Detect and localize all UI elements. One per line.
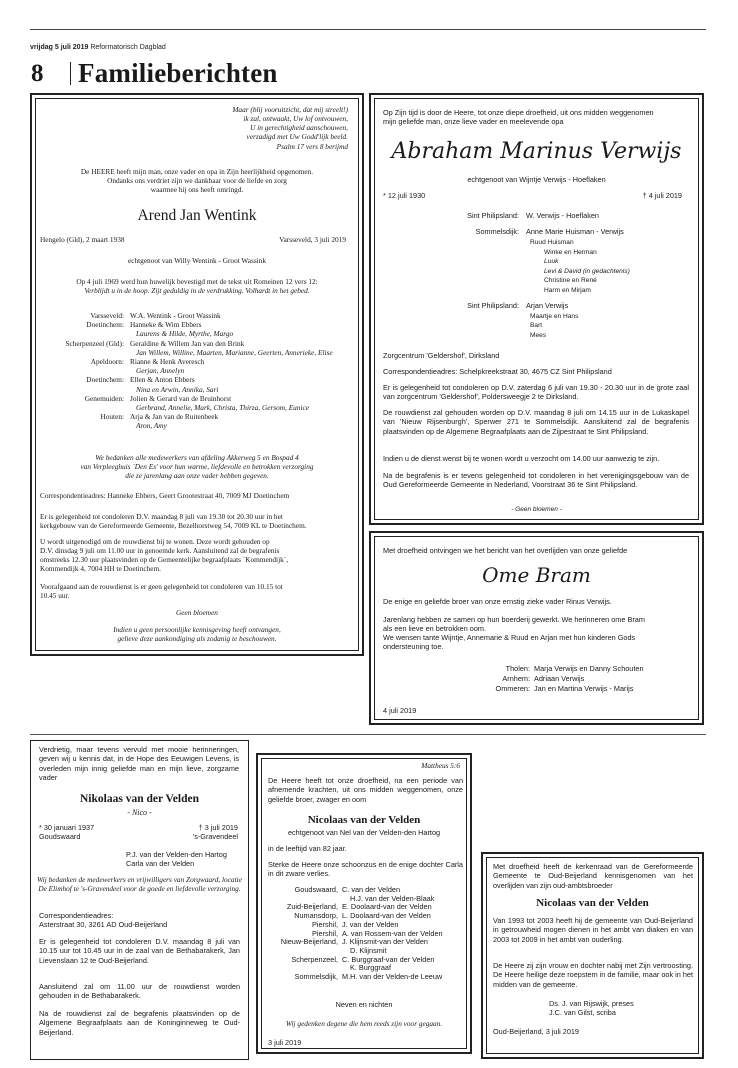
notice-verwijs	[369, 93, 704, 525]
thanks-line-3: die ze jarenlang aan onze vader hebben gegeven.	[125, 471, 269, 480]
invite-line-2: gelieve deze aankondiging als zodanig te beschouwen.	[117, 634, 277, 643]
condolence-line-2: kerkgebouw van de Gereformeerde Gemeente, Bezelhorstweg 54, 7009 KL te Doetinchem.	[40, 521, 307, 530]
family-names: Levi & David (in gedachtenis)	[544, 267, 630, 275]
family-place: Sommelsdijk:	[475, 227, 519, 236]
intro-line-1: De HEERE heeft mijn man, onze vader en opa in Zijn heerlijkheid opgenomen.	[80, 167, 314, 176]
family-place: Scherpenzeel,	[291, 954, 338, 964]
family-names: Marja Verwijs en Danny Schouten	[534, 664, 644, 673]
family-names: Gerjan, Annelyn	[136, 366, 185, 376]
signer-2: J.C. van Gilst, scriba	[549, 1008, 616, 1017]
correspondence: Correspondentieadres: Schelpkreekstraat 30, 4675 CZ Sint Philipsland	[383, 367, 612, 376]
family-place: Doetinchem:	[86, 375, 124, 385]
after-text: Na de rouwdienst zal de begrafenis plaatsvinden op de Algemene Begraafplaats aan de Koninginneweg te Oud-Beijerland.	[39, 1009, 240, 1037]
birth-date: * 30 januari 1937	[39, 823, 95, 832]
family-names: Ellen & Anton Ebbers	[130, 375, 195, 385]
family-names: W.A. Wentink - Groot Wassink	[130, 311, 221, 320]
family-names: J. van der Velden	[342, 919, 399, 929]
spouse-line: echtgenoot van Nel van der Velden-den Hartog	[287, 828, 441, 837]
poem-line-4: verzadigd met Uw Godd'lijk beeld.	[246, 132, 348, 141]
family-names: Christine en René	[544, 277, 597, 285]
family-names: Nina en Arwin, Annika, Sari	[136, 384, 219, 394]
wedding-text: Verblijdt u in de hoop. Zijt geduldig in de verdrukking. Volhardt in het gebed.	[84, 286, 310, 295]
intro: Verdrietig, maar tevens vervuld met mooie herinneringen, geven wij u kennis dat, in de Hope des Eeuwigen Levens, is overleden mijn innig geliefde man en mijn lieve, zorgzame vader	[39, 745, 239, 782]
family-names: H.J. van der Velden-Blaak	[350, 893, 435, 903]
care-home: Zorgcentrum 'Geldershof', Dirksland	[383, 351, 500, 360]
family-names: Hanneke & Wim Ebbers	[130, 320, 202, 330]
intro-line-2: Ondanks ons verdriet zijn we dankbaar voor de liefde en zorg	[107, 176, 287, 185]
correspondence: Asterstraat 30, 3261 AD Oud-Beijerland	[39, 920, 168, 929]
family-names: Jan en Martina Verwijs - Marijs	[534, 684, 634, 693]
family-place: Piershil,	[312, 919, 338, 929]
death-date: † 4 juli 2019	[642, 191, 682, 200]
blessing-text: De Heere zij zijn vrouw en dochter nabij met Zijn vertroosting. De Heere heilige deze roepstem in de familie, maar ook in het midden van de gemeente.	[493, 961, 693, 989]
family-names: D. Klijnsmit	[350, 945, 387, 955]
family-names: Maartje en Hans	[530, 312, 579, 320]
psalm-ref: Psalm 17 vers 8 berijmd	[276, 142, 348, 151]
text-line-2: als een lieve en betrokken oom.	[383, 624, 487, 633]
family-names: Anne Marie Huisman - Verwijs	[526, 227, 624, 236]
family-place: Sint Philipsland:	[467, 211, 519, 220]
birth-place: Goudswaard	[39, 832, 81, 841]
section-title: Familieberichten	[78, 58, 278, 88]
condolence-text: Er is gelegenheid tot condoleren D.V. maandag 8 juli van 10.15 uur tot 10.45 uur in de zaal van de Bethabarakerk, Jan Lievenslaan 12 te Oud-Beijerland.	[39, 937, 240, 965]
birth-info: Hengelo (Gld), 2 maart 1938	[40, 235, 125, 244]
spouse-line: echtgenoot van Wijntje Verwijs - Hoeflaken	[467, 175, 606, 184]
family-names: Rianne & Henk Averesch	[130, 357, 205, 366]
family-place: Piershil,	[312, 928, 338, 938]
signer-1: Ds. J. van Rijswijk, preses	[549, 999, 634, 1008]
notice-nicolaas-church	[481, 852, 704, 1059]
service-line-4: Kommendijk 4, 7004 HH te Doetinchem.	[40, 564, 161, 573]
nephews-line: Neven en nichten	[335, 1000, 393, 1009]
family-place: Houten:	[100, 412, 124, 422]
condolence-line-1: Er is gelegenheid tot condoleren D.V. maandag 8 juli van 19.30 tot 20.30 uur in het	[40, 512, 283, 521]
death-place: 's-Gravendeel	[192, 832, 238, 841]
page-number: 8	[31, 60, 44, 87]
intro: De Heere heeft tot onze droefheid, na een periode van afnemende krachten, uit ons midden weggenomen, onze geliefde broer, zwager en oom	[268, 776, 463, 804]
correspondence-label: Correspondentieadres:	[39, 911, 114, 920]
signer-1: P.J. van der Velden-den Hartog	[126, 850, 227, 859]
poem-line-2: ik zal, ontwaakt, Uw lof ontvouwen,	[243, 114, 348, 123]
family-place: Tholen:	[505, 664, 530, 673]
service-line-2: D.V. dinsdag 9 juli om 11.00 uur in genoemde kerk. Aansluitend zal de begrafenis	[40, 546, 280, 555]
family-names: L. Doolaard-van der Velden	[342, 911, 431, 921]
family-place: Sommelsdijk,	[294, 972, 338, 981]
family-place: Arnhem:	[502, 674, 530, 683]
notice-nicolaas-family	[256, 753, 472, 1054]
service-line-3: omstreeks 12.30 uur plaatsvinden op de Gemeentelijke begraafplaats `Kommendijk`,	[40, 555, 289, 564]
family-names: Aron, Amy	[136, 421, 167, 431]
signer-2: Carla van der Velden	[126, 859, 195, 868]
family-place: Zuid-Beijerland,	[286, 902, 338, 912]
issue-date-line	[30, 44, 166, 51]
after-text: Na de begrafenis is er tevens gelegenheid tot condoleren in het verenigingsgebouw van de Oud Gereformeerde Gemeente in Nederland, Voorstraat 36 te Sint Philipsland.	[383, 471, 689, 490]
family-names: Gerbrand, Annelie, Mark, Christa, Thirza, Gersom, Eunice	[136, 403, 309, 412]
family-names: Arja & Jan van de Ruitenbeek	[130, 412, 219, 422]
spouse-line: echtgenoot van Willy Wentink - Groot Wassink	[128, 256, 266, 265]
notice-date: 4 juli 2019	[383, 706, 417, 715]
family-place: Varsseveld:	[90, 311, 124, 320]
family-names: J. Klijnsmit-van der Velden	[342, 937, 428, 947]
birth-date: * 12 juli 1930	[383, 191, 426, 200]
family-place: Numansdorp,	[294, 911, 338, 921]
family-names: Adriaan Verwijs	[534, 674, 585, 683]
family-names: C. van der Velden	[342, 885, 401, 894]
family-names: Jan Willem, Willine, Maarten, Marianne, Geerten, Annerieke, Elise	[136, 347, 333, 357]
brother-line: De enige en geliefde broer van onze ernstig zieke vader Rinus Verwijs.	[383, 597, 612, 606]
family-place: Ommeren:	[495, 684, 530, 693]
service-years: Van 1993 tot 2003 heeft hij de gemeente van Oud-Beijerland in getrouwheid mogen dienen in het ambt van diaken en van 2003 tot 2009 in het ambt van ouderling.	[493, 916, 693, 944]
bible-verse: Mattheus 5:6	[421, 761, 460, 770]
family-place: Sint Philipsland:	[467, 300, 519, 310]
before-line-2: 10.45 uur.	[40, 591, 70, 600]
top-rule	[30, 29, 706, 30]
intro-line-1: Op Zijn tijd is door de Heere, tot onze diepe droefheid, uit ons midden weggenomen	[383, 108, 654, 117]
text-line-4: ondersteuning toe.	[383, 642, 444, 651]
family-names: C. Burggraaf-van der Velden	[342, 954, 435, 964]
intro-line-2: mijn geliefde man, onze lieve vader en meelevende opa	[383, 117, 564, 126]
family-names: Arjan Verwijs	[526, 300, 569, 310]
family-names: A. van Rossem-van der Velden	[342, 928, 443, 938]
notice-ome-bram	[369, 531, 704, 725]
before-line-1: Voorafgaand aan de rouwdienst is er geen gelegenheid tot condoleren van 10.15 tot	[40, 582, 283, 591]
service-text: De rouwdienst zal gehouden worden op D.V. maandag 8 juli om 14.15 uur in de Lukaskapel van 'Nieuw Rijsenburgh', Sperwer 271 te Sommelsdijk. Aansluitend zal de begrafenis plaatsvinden op de Algemene Begraafplaats aan de Zijpestraat te Sint Philipsland.	[383, 408, 689, 436]
correspondence: Correspondentieadres: Hanneke Ebbers, Geert Grootestraat 40, 7009 MJ Doetinchem	[40, 491, 290, 500]
family-names: K. Burggraaf	[350, 963, 391, 973]
wedding-line: Op 4 juli 1969 werd hun huwelijk bevestigd met de tekst uit Romeinen 12 vers 12:	[76, 277, 318, 286]
thanks-text: Wij bedanken de medewerkers en vrijwilligers van Zorgwaard, locatie De Elimhof te 's-Gravendeel voor de goede en liefdevolle verzorging.	[37, 875, 242, 894]
family-names: Winke en Herman	[544, 248, 597, 256]
intro: Met droefheid heeft de kerkenraad van de Gereformeerde Gemeente te Oud-Beijerland kennisgenomen van het overlijden van zijn oud-ambtsbroeder	[493, 862, 693, 890]
family-names: Ruud Huisman	[530, 239, 574, 246]
family-names: Jolien & Gerard van de Bruinhorst	[130, 393, 232, 403]
family-names: Laurens & Hilde, Myrthe, Margo	[136, 329, 234, 339]
family-place: Goudswaard,	[294, 885, 338, 894]
notice-nikolaas	[30, 740, 249, 1060]
family-names: Geraldine & Willem Jan van den Brink	[130, 338, 245, 348]
sister-text: Sterke de Heere onze schoonzus en de enige dochter Carla in dit zware verlies.	[268, 860, 463, 879]
family-names: W. Verwijs - Hoeflaken	[526, 211, 599, 220]
notice-wentink	[30, 93, 364, 656]
seated-note: Indien u de dienst wenst bij te wonen wordt u verzocht om 14.00 uur aanwezig te zijn.	[383, 454, 660, 463]
family-names: Luuk	[544, 258, 559, 266]
deceased-name: Abraham Marinus Verwijs	[391, 139, 682, 164]
poem-line-3: U in gerechtigheid aanschouwen,	[250, 123, 348, 132]
nickname: - Nico -	[127, 808, 152, 817]
flowers-note: - Geen bloemen -	[511, 506, 562, 513]
poem-line-1: Maar (blij vooruitzicht, dat mij streelt!)	[232, 105, 348, 114]
family-names: E. Doolaard-van der Velden	[342, 902, 432, 912]
paper-name: Reformatorisch Dagblad	[90, 44, 166, 51]
text-line-1: Jarenlang hebben ze samen op hun boerderij gewerkt. We herinneren ome Bram	[383, 615, 645, 624]
section-rule	[30, 734, 706, 735]
family-names: Bart	[530, 322, 543, 330]
issue-date: vrijdag 5 juli 2019	[30, 44, 89, 51]
service-line-1: U wordt uitgenodigd om de rouwdienst bij te wonen. Deze wordt gehouden op	[40, 537, 270, 546]
family-place: Genemuiden:	[84, 393, 124, 403]
deceased-name: Arend Jan Wentink	[137, 207, 257, 224]
deceased-name: Nikolaas van der Velden	[80, 793, 199, 805]
death-date: † 3 juli 2019	[198, 823, 238, 832]
invite-line-1: Indien u geen persoonlijke kennisgeving heeft ontvangen,	[113, 625, 281, 634]
thanks-line-1: We bedanken alle medewerkers van afdeling Akkerweg 5 en Bospad 4	[95, 453, 299, 462]
family-names: Harm en Mirjam	[544, 287, 591, 294]
header-divider	[70, 62, 71, 85]
deceased-name: Nicolaas van der Velden	[536, 897, 649, 909]
thanks-line-2: van Verpleeghuis `Den Es' voor hun warme, liefdevolle en betrokken verzorging	[80, 462, 314, 471]
deceased-name: Ome Bram	[482, 563, 591, 587]
family-names: Mees	[530, 331, 547, 339]
text-line-3: We wensen tante Wijntje, Annemarie & Ruud en Arjan met hun kinderen Gods	[383, 633, 636, 642]
notice-date: Oud-Beijerland, 3 juli 2019	[493, 1027, 579, 1036]
family-place: Doetinchem:	[86, 320, 124, 330]
family-place: Nieuw-Beijerland,	[280, 937, 338, 947]
service-text: Aansluitend zal om 11.00 uur de rouwdienst worden gehouden in de Bethabarakerk.	[39, 982, 240, 1001]
family-place: Scherpenzeel (Gld):	[65, 338, 124, 348]
flowers-note: Geen bloemen	[176, 608, 218, 617]
family-place: Apeldoorn:	[90, 357, 124, 366]
death-info: Varsseveld, 3 juli 2019	[279, 235, 346, 244]
age-line: in de leeftijd van 82 jaar.	[268, 844, 347, 853]
intro-line-3: waarmee hij ons heeft omringd.	[150, 185, 244, 194]
condolence-text: Er is gelegenheid tot condoleren op D.V. zaterdag 6 juli van 19.30 - 20.30 uur in de grote zaal van zorgcentrum 'Geldershof', Poldersweegje 2 te Dirksland.	[383, 383, 689, 402]
family-names: M.H. van der Velden-de Leeuw	[342, 972, 443, 981]
intro: Met droefheid ontvingen we het bericht van het overlijden van onze geliefde	[383, 546, 628, 555]
deceased-name: Nicolaas van der Velden	[307, 814, 421, 826]
closing-line: Wij gedenken degene die hem reeds zijn voor gegaan.	[285, 1019, 443, 1028]
notice-date: 3 juli 2019	[268, 1038, 302, 1047]
